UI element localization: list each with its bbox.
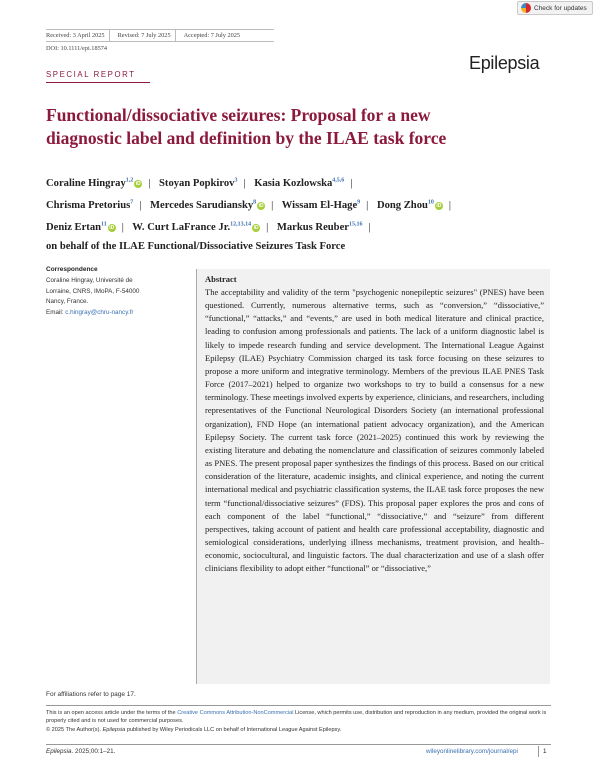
copyright-journal: Epilepsia: [102, 726, 126, 733]
title-line-2: diagnostic label and definition by the ILAE task force: [46, 128, 447, 148]
accepted-date: Accepted: 7 July 2025: [183, 32, 241, 39]
footer-rule: [46, 744, 551, 745]
date-divider: [109, 30, 114, 41]
revised-date: Revised: 7 July 2025: [117, 32, 171, 39]
author-group: on behalf of the ILAE Functional/Dissociative Seizures Task Force: [46, 241, 346, 253]
received-date: Received: 3 April 2025: [46, 32, 105, 39]
section-label: SPECIAL REPORT: [46, 70, 136, 79]
orcid-icon[interactable]: iD: [436, 202, 442, 209]
check-for-updates-label: Check for updates: [534, 4, 587, 12]
citation-journal: Epilepsia: [46, 748, 72, 755]
footer-rule: [46, 705, 551, 706]
license-text: This is an open access article under the terms of the: [46, 710, 178, 716]
orcid-icon[interactable]: iD: [258, 202, 264, 209]
affiliations-note: For affiliations refer to page 17.: [46, 691, 136, 698]
email-label: Email:: [46, 308, 64, 316]
correspondence-line: Nancy, France.: [46, 298, 89, 306]
abstract-box: [196, 269, 550, 684]
author[interactable]: W. Curt LaFrance Jr.$^{12,13,14}$: [132, 221, 252, 233]
article-dates: [46, 29, 274, 42]
author-list: Coraline Hingray$^{1,2}$iD | Stoyan Popkirov$^3$ | Kasia Kozlowska$^{4,5,6}$ | Chrisma Pretorius$^7$ | Mercedes Sarudiansky$^8$iD | Wissam El-Hage$^9$ | Dong Zhou$^{10}$iD | Deniz Ertan$^{11}$iD | W. Curt LaFrance Jr.$^{12,13,14}$iD | Markus Reuber$^{15,16}$ | on behalf of the ILAE Functional/Dissociative Seizures Task Force: [46, 177, 452, 253]
author[interactable]: Mercedes Sarudiansky$^8$: [150, 199, 257, 211]
author[interactable]: Markus Reuber$^{15,16}$: [276, 221, 363, 233]
abstract-heading: Abstract: [205, 274, 237, 284]
page-divider: [538, 746, 539, 757]
title-line-1: Functional/dissociative seizures: Proposal for a new: [46, 105, 431, 125]
copyright-text: published by Wiley Periodicals LLC on behalf of International League Against Epilepsy.: [125, 726, 342, 733]
page-number: 1: [543, 748, 547, 755]
orcid-icon[interactable]: iD: [109, 224, 115, 231]
journal-website-link[interactable]: wileyonlinelibrary.com/journal/epi: [426, 748, 518, 755]
author[interactable]: Kasia Kozlowska$^{4,5,6}$: [254, 177, 345, 189]
orcid-icon[interactable]: iD: [253, 224, 259, 231]
author[interactable]: Deniz Ertan$^{11}$: [46, 221, 107, 233]
copyright-text: © 2025 The Author(s).: [46, 726, 103, 733]
license-note: [46, 709, 551, 734]
orcid-icon[interactable]: iD: [135, 180, 141, 187]
doi: DOI: 10.1111/epi.18574: [46, 45, 108, 52]
journal-logo: Epilepsia: [469, 53, 540, 73]
correspondence-line: Coraline Hingray, Université de: [46, 277, 133, 284]
author[interactable]: Chrisma Pretorius$^7$: [46, 199, 134, 211]
citation: [46, 748, 115, 755]
section-rule: [46, 82, 150, 83]
author[interactable]: Stoyan Popkirov$^3$: [159, 177, 238, 189]
author[interactable]: Wissam El-Hage$^9$: [281, 199, 361, 211]
license-text: License, which permits use, distribution and reproduction in any medium, provided the original work is properly cited and is not used for commercial purposes.: [46, 710, 547, 725]
correspondence-line: Lorraine, CNRS, IMoPA, F-54000: [46, 287, 140, 295]
correspondence-heading: Correspondence: [46, 266, 98, 273]
email-link[interactable]: c.hingray@chru-nancy.fr: [65, 308, 134, 316]
author[interactable]: Dong Zhou$^{10}$: [376, 199, 434, 211]
crossmark-icon: [521, 3, 531, 13]
check-for-updates-button[interactable]: [517, 1, 593, 15]
author[interactable]: Coraline Hingray$^{1,2}$: [46, 177, 134, 189]
correspondence-body: [46, 276, 174, 318]
article-title: [46, 104, 546, 150]
date-divider: [175, 30, 180, 41]
abstract-text: The acceptability and validity of the term "psychogenic nonepileptic seizures" (PNES) have been questioned. Currently, numerous alternative terms, such as “conversion,” “dissociative,” “functional,” “attacks,” and “events,” are used in both medical literature and clinical practice, leading to confusion among professionals and patients. The lack of a uniform diagnostic label is likely to impede research funding and service development. The International League Against Epilepsy (ILAE) Psychiatry Commission charged its task force focusing on these seizures to propose a more uniform and integrative terminology. Members of the previous ILAE PNES Task Force (2017–2021) helped to organize two workshops to try to build a consensus for a new terminology. These meetings involved experts by experience, clinicians, and researchers, including representatives of the Functional Neurological Disorders Society (an international professional organization), FND Hope (an international patient advocacy organization), and the American Epilepsy Society. The current task force (2021–2025) continued this work by reviewing the existing literature and debating the nomenclature and classification of seizures commonly labeled as PNES. The present proposal paper synthesizes the findings of this process. Based on our critical consideration of the literature, academic insights, and clinical experience, and noting the current international medical and psychiatric classification systems, the ILAE task force proposes the new term “functional/dissociative seizures” (FDS). This proposal paper explores the pros and cons of each component of the label “functional,” “dissociative,” and “seizure” from different perspectives, taking account of patient and health care professional acceptability, diagnostic and semiological considerations, underlying illness mechanisms, treatment provision, and health–economic, sociocultural, and linguistic factors. The dual characterization and use of a slash offer clinicians flexibility to adopt either “functional” or “dissociative,”: [205, 287, 544, 574]
citation-details: . 2025;00:1–21.: [71, 748, 116, 755]
license-link[interactable]: Creative Commons Attribution-NonCommercial: [177, 710, 294, 716]
